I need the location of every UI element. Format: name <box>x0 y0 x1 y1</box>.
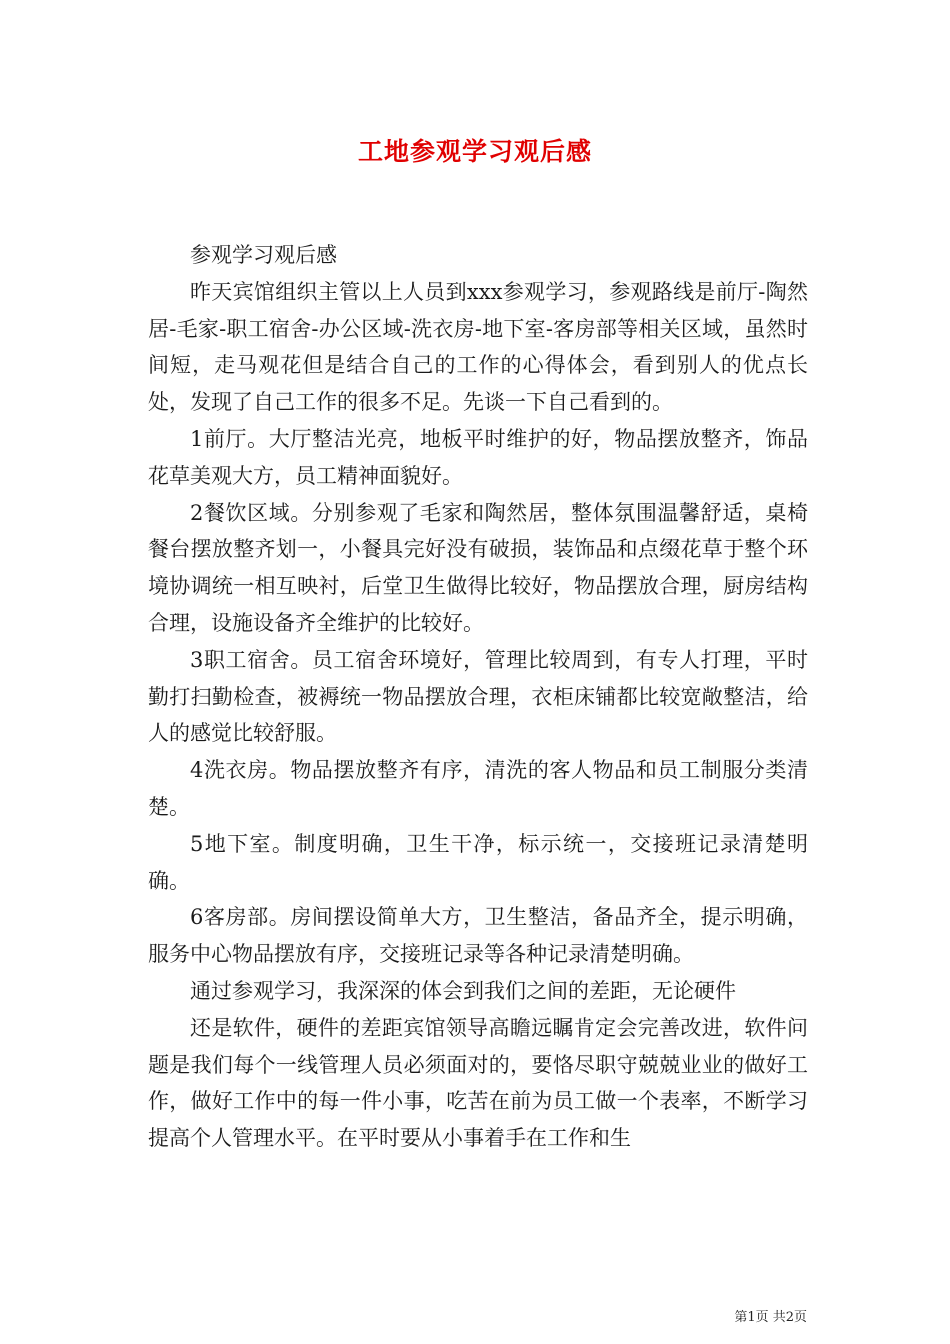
document-subtitle: 参观学习观后感 <box>190 243 337 267</box>
paragraph-staff-dorm: 3职工宿舍。员工宿舍环境好，管理比较周到，有专人打理，平时勤打扫勤检查，被褥统一物品摆放合理，衣柜床铺都比较宽敞整洁，给人的感觉比较舒服。 <box>148 647 808 746</box>
document-body <box>148 237 808 1157</box>
paragraph-laundry: 4洗衣房。物品摆放整齐有序，清洗的客人物品和员工制服分类清楚。 <box>148 758 808 819</box>
paragraph-housekeeping: 6客房部。房间摆设简单大方，卫生整洁，备品齐全，提示明确，服务中心物品摆放有序，交接班记录等各种记录清楚明确。 <box>148 905 808 967</box>
paragraph-basement: 5地下室。制度明确，卫生干净，标示统一，交接班记录清楚明确。 <box>148 831 808 893</box>
document-title: 工地参观学习观后感 <box>357 137 592 166</box>
paragraph-front-hall: 1前厅。大厅整洁光亮，地板平时维护的好，物品摆放整齐，饰品花草美观大方，员工精神面貌好。 <box>148 426 808 488</box>
paragraph-intro: 昨天宾馆组织主管以上人员到xxx参观学习，参观路线是前厅-陶然居-毛家-职工宿舍-办公区域-洗衣房-地下室-客房部等相关区域，虽然时间短，走马观花但是结合自己的工作的心得体会，看到别人的优点长处，发现了自己工作的很多不足。先谈一下自己看到的。 <box>148 279 808 415</box>
paragraph-conclusion: 还是软件，硬件的差距宾馆领导高瞻远瞩肯定会完善改进，软件问题是我们每个一线管理人员必须面对的，要恪尽职守兢兢业业的做好工作，做好工作中的每一件小事，吃苦在前为员工做一个表率，不断学习提高个人管理水平。在平时要从小事着手在工作和生 <box>148 1015 808 1151</box>
paragraph-reflection: 通过参观学习，我深深的体会到我们之间的差距，无论硬件 <box>190 978 736 1003</box>
page-indicator: 第1页 共2页 <box>734 1310 807 1325</box>
paragraph-dining-area: 2餐饮区域。分别参观了毛家和陶然居，整体氛围温馨舒适，桌椅餐台摆放整齐划一，小餐具完好没有破损，装饰品和点缀花草于整个环境协调统一相互映衬，后堂卫生做得比较好，物品摆放合理，厨房结构合理，设施设备齐全维护的比较好。 <box>148 500 808 635</box>
